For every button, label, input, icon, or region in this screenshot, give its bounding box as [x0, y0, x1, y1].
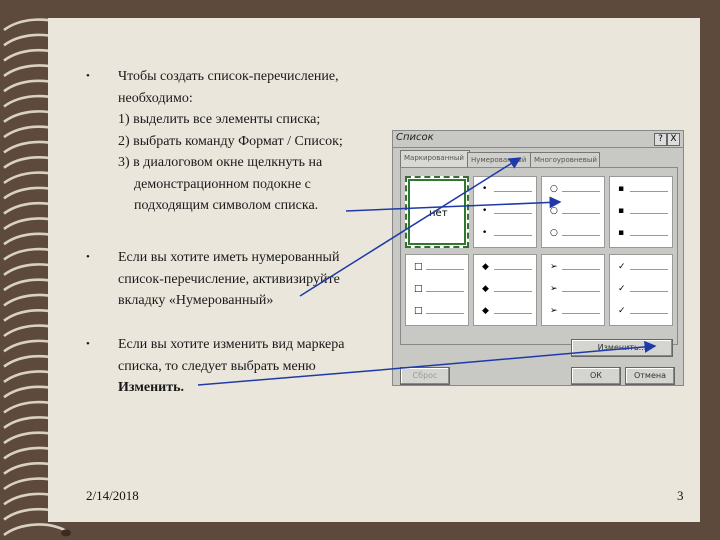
bullet-line: Чтобы создать список-перечисление, — [118, 69, 339, 84]
dot-marker-icon: • — [482, 228, 488, 238]
dialog-titlebar — [393, 131, 683, 148]
check-marker-icon: ✓ — [618, 284, 626, 294]
bullet-line-bold: Изменить. — [118, 380, 184, 395]
diamond-marker-icon: ◆ — [482, 262, 489, 272]
bullet-marker: • — [86, 251, 90, 263]
cancel-button[interactable]: Отмена — [625, 367, 675, 385]
tab-panel — [400, 167, 678, 345]
circle-marker-icon: ○ — [550, 206, 558, 216]
arrow-marker-icon: ➢ — [550, 262, 558, 272]
list-style-check[interactable] — [609, 254, 673, 326]
arrow-marker-icon: ➢ — [550, 306, 558, 316]
bullet-line: 2) выбрать команду Формат / Список; — [118, 133, 343, 149]
reset-button[interactable]: Сброс — [400, 367, 450, 385]
check-marker-icon: ✓ — [618, 306, 626, 316]
tab-bulleted[interactable]: Маркированный — [400, 150, 470, 168]
arrow-marker-icon: ➢ — [550, 284, 558, 294]
square-marker-icon: ▪ — [618, 206, 625, 216]
change-button[interactable]: Изменить... — [571, 339, 673, 357]
circle-marker-icon: ○ — [550, 228, 558, 238]
bullet-marker: • — [86, 338, 90, 350]
bullet-line: Если вы хотите иметь нумерованный — [118, 250, 340, 265]
list-style-circle[interactable] — [541, 176, 605, 248]
hollow-square-icon: □ — [414, 262, 423, 272]
spiral-ring — [4, 524, 66, 534]
tab-multilevel[interactable]: Многоуровневый — [530, 152, 600, 167]
list-style-diamond[interactable] — [473, 254, 537, 326]
bullet-line: 1) выделить все элементы списка; — [118, 112, 321, 127]
binding-hole — [61, 529, 71, 536]
diamond-marker-icon: ◆ — [482, 284, 489, 294]
hollow-square-icon: □ — [414, 284, 423, 294]
bullet-marker: • — [86, 70, 90, 82]
close-button[interactable]: X — [667, 133, 680, 146]
dot-marker-icon: • — [482, 184, 488, 194]
help-button[interactable]: ? — [654, 133, 667, 146]
tab-numbered[interactable]: Нумерованный — [467, 152, 533, 167]
hollow-square-icon: □ — [414, 306, 423, 316]
square-marker-icon: ▪ — [618, 184, 625, 194]
bullet-line: список-перечисление, активизируйте — [118, 271, 340, 287]
dialog-title: Список — [396, 132, 434, 143]
list-style-square[interactable] — [609, 176, 673, 248]
none-label: нет — [429, 208, 448, 219]
circle-marker-icon: ○ — [550, 184, 558, 194]
bullet-line: необходимо: — [118, 90, 193, 106]
footer-page-number: 3 — [677, 488, 684, 503]
bullet-line: списка, то следует выбрать меню — [118, 358, 316, 374]
list-style-hollow-square[interactable] — [405, 254, 469, 326]
check-marker-icon: ✓ — [618, 262, 626, 272]
square-marker-icon: ▪ — [618, 228, 625, 238]
bullet-line: 3) в диалоговом окне щелкнуть на — [118, 155, 323, 170]
footer-date: 2/14/2018 — [86, 488, 139, 503]
diamond-marker-icon: ◆ — [482, 306, 489, 316]
dot-marker-icon: • — [482, 206, 488, 216]
bullet-line: подходящим символом списка. — [134, 198, 319, 213]
list-dialog — [392, 130, 684, 386]
bullet-line: демонстрационном подокне с — [134, 176, 311, 192]
list-style-arrow[interactable] — [541, 254, 605, 326]
ok-button[interactable]: ОК — [571, 367, 621, 385]
bullet-line: вкладку «Нумерованный» — [118, 293, 274, 308]
list-style-none[interactable] — [405, 176, 469, 248]
bullet-line: Если вы хотите изменить вид маркера — [118, 337, 345, 352]
list-style-dot[interactable] — [473, 176, 537, 248]
